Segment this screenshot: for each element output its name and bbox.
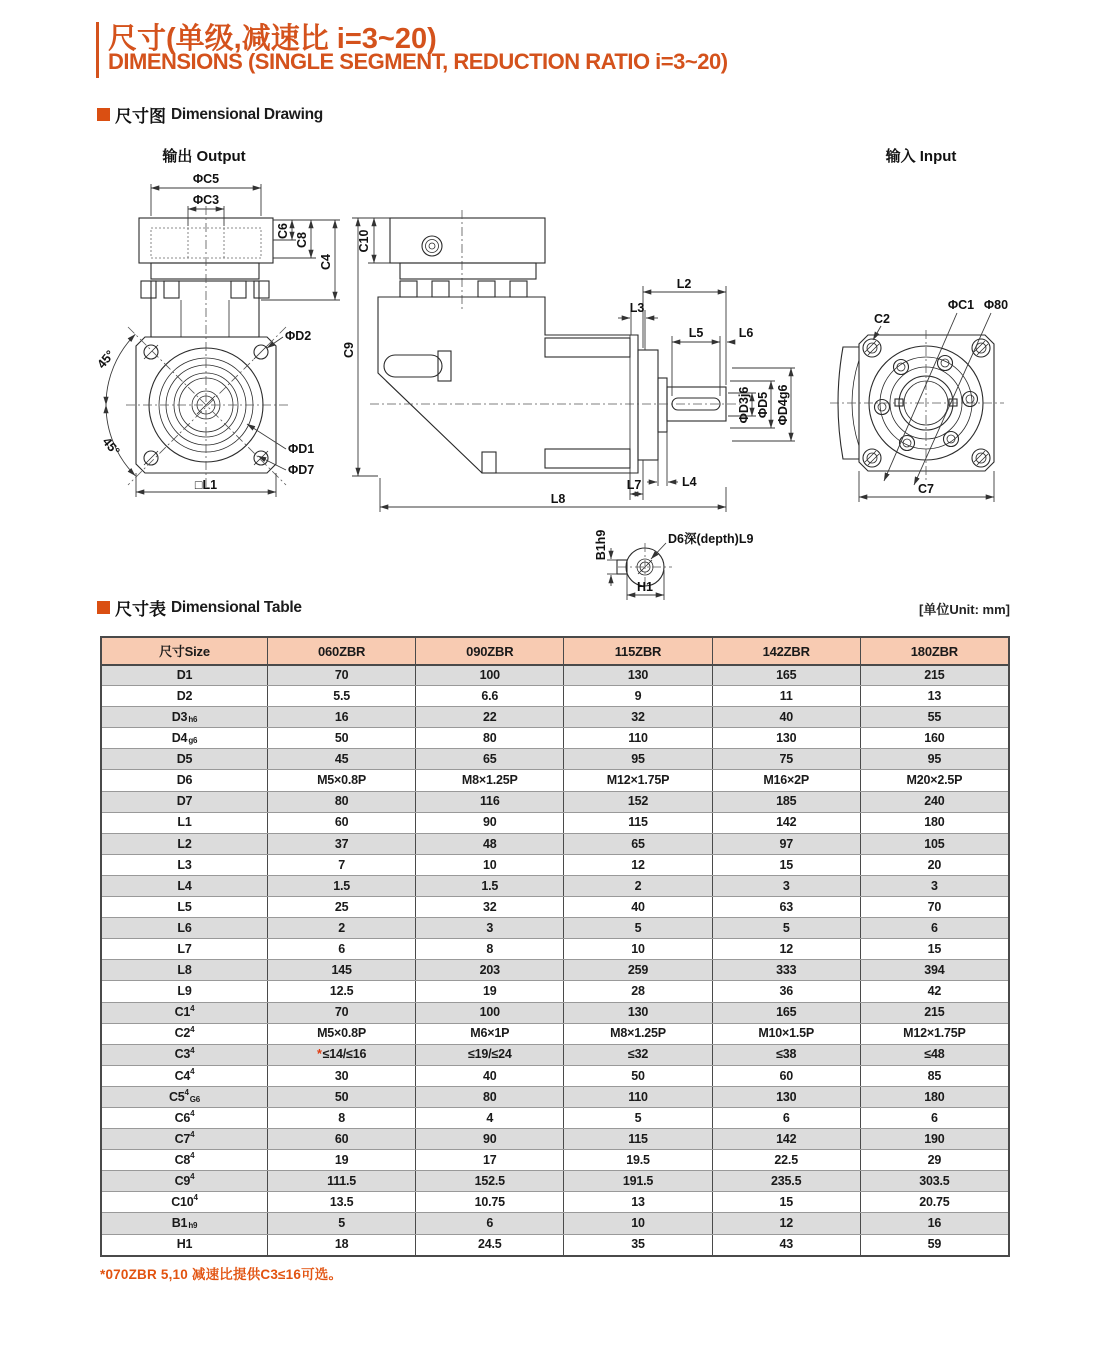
dim-phiD4: ΦD4g6 [776, 384, 790, 426]
dimension-value: M8×1.25P [415, 770, 563, 790]
table-row [102, 917, 1008, 938]
row-label: C6 $^4$ [174, 1109, 195, 1125]
row-label: C9 $^4$ [174, 1172, 195, 1189]
dimension-value: 190 [860, 1129, 1008, 1149]
dimension-value: 65 [415, 749, 563, 769]
dimension-value: 10 [563, 1213, 711, 1233]
dimension-value: 240 [860, 792, 1008, 812]
dim-c8: C8 [295, 232, 309, 248]
dimension-value: 2 [563, 876, 711, 896]
row-label: L2 [177, 836, 192, 851]
dim-c4: C4 [319, 254, 333, 270]
dim-l4: L4 [682, 475, 697, 489]
dimension-value: 5 [563, 918, 711, 938]
dimension-value: 15 [712, 855, 860, 875]
dimension-value: 9 [563, 686, 711, 706]
table-row [102, 1170, 1008, 1191]
row-label: C3 $^4$ [174, 1045, 195, 1062]
dimension-value: M12×1.75P [860, 1024, 1008, 1044]
table-row [102, 1002, 1008, 1023]
table-row [102, 812, 1008, 833]
page-subtitle: DIMENSIONS (SINGLE SEGMENT, REDUCTION RATIO i=3~20) [108, 49, 728, 74]
table-row [102, 748, 1008, 769]
dimension-value: 394 [860, 960, 1008, 980]
dimension-value: 215 [860, 666, 1008, 685]
dimension-value: 85 [860, 1066, 1008, 1086]
row-label: L3 [177, 857, 192, 872]
row-label: D4 $_{g6}$ [171, 731, 198, 746]
dimension-value: 90 [415, 1129, 563, 1149]
dimension-value: 59 [860, 1235, 1008, 1255]
dimension-value: 8 [267, 1108, 415, 1128]
dimension-value: 115 [563, 1129, 711, 1149]
dimension-value: 5 [712, 918, 860, 938]
page-title: 尺寸(单级,减速比 i=3~20) [108, 23, 437, 55]
dimension-value: 30 [267, 1066, 415, 1086]
dimension-value: M5×0.8P [267, 1024, 415, 1044]
dimension-value: 70 [267, 1003, 415, 1023]
dim-phiD1: ΦD1 [288, 442, 315, 456]
dimension-value: 145 [267, 960, 415, 980]
row-label: D3 $_{h6}$ [171, 709, 198, 725]
dimension-value: ≤48 [860, 1045, 1008, 1065]
table-row [102, 769, 1008, 790]
table-row [102, 1065, 1008, 1086]
dimension-value: 10.75 [415, 1192, 563, 1212]
dimension-value: 55 [860, 707, 1008, 727]
dimension-value: * ≤14/≤16 [267, 1045, 415, 1065]
dimension-value: 165 [712, 666, 860, 685]
dimension-value: 115 [563, 813, 711, 833]
dimension-value: 70 [860, 897, 1008, 917]
dimension-value: M16×2P [712, 770, 860, 790]
dimension-value: 80 [415, 1087, 563, 1107]
row-label: C2 $^4$ [174, 1024, 195, 1041]
row-label: L5 [177, 899, 192, 914]
table-row [102, 1191, 1008, 1212]
dim-phiD7: ΦD7 [288, 463, 315, 477]
row-label: L9 [177, 984, 192, 999]
dimension-value: ≤19/≤24 [415, 1045, 563, 1065]
table-section-title-en: Dimensional Table [171, 598, 302, 616]
dimension-value: 6 [415, 1213, 563, 1233]
dim-45deg-lower: 45° [99, 434, 123, 459]
dimension-value: 60 [267, 1129, 415, 1149]
dim-phi80: Φ80 [983, 298, 1009, 312]
dimension-value: 10 [415, 855, 563, 875]
dim-c2: C2 [874, 312, 890, 326]
dimension-value: 152.5 [415, 1171, 563, 1191]
dimension-value: 11 [712, 686, 860, 706]
dimension-value: 6 [267, 939, 415, 959]
dimension-value: 70 [267, 666, 415, 685]
dimension-value: 130 [563, 1003, 711, 1023]
dimension-value: 48 [415, 834, 563, 854]
table-row [102, 896, 1008, 917]
row-label: C10 $^4$ [171, 1193, 198, 1210]
table-header-row [102, 638, 1008, 664]
dimension-value: 15 [860, 939, 1008, 959]
input-view-label: 输入 Input [885, 148, 957, 165]
table-row [102, 791, 1008, 812]
column-header: 090ZBR [415, 638, 563, 664]
dimension-value: 3 [712, 876, 860, 896]
dimension-value: 12 [712, 1213, 860, 1233]
table-row [102, 1044, 1008, 1065]
dimension-value: 17 [415, 1150, 563, 1170]
dimension-value: M8×1.25P [563, 1024, 711, 1044]
dim-l5: L5 [688, 326, 704, 340]
table-row [102, 1212, 1008, 1233]
dim-l8: L8 [550, 492, 566, 506]
dimension-value: 333 [712, 960, 860, 980]
output-view-label: 输出 Output [162, 148, 246, 165]
dimension-value: 32 [563, 707, 711, 727]
table-row [102, 1023, 1008, 1044]
dimension-value: 80 [267, 792, 415, 812]
dimension-value: 36 [712, 981, 860, 1001]
dimension-value: 3 [415, 918, 563, 938]
dimension-value: M12×1.75P [563, 770, 711, 790]
dimension-value: M6×1P [415, 1024, 563, 1044]
row-label: H1 [176, 1237, 193, 1252]
dimension-value: 160 [860, 728, 1008, 748]
dimension-value: 1.5 [267, 876, 415, 896]
table-row [102, 664, 1008, 685]
row-label: D7 [176, 794, 193, 809]
dimension-value: 3 [860, 876, 1008, 896]
dim-phiD5: ΦD5 [756, 391, 770, 419]
dimension-value: 6.6 [415, 686, 563, 706]
dimension-value: 165 [712, 1003, 860, 1023]
dimension-value: 18 [267, 1235, 415, 1255]
dimension-value: 130 [712, 1087, 860, 1107]
dimension-value: 29 [860, 1150, 1008, 1170]
dim-phiC5: ΦC5 [192, 172, 220, 186]
dimension-value: 259 [563, 960, 711, 980]
dimension-value: 25 [267, 897, 415, 917]
dimension-value: 19.5 [563, 1150, 711, 1170]
dim-phiC3: ΦC3 [192, 193, 220, 207]
dimension-value: 100 [415, 1003, 563, 1023]
dim-45deg-upper: 45° [94, 347, 118, 372]
dimension-value: 50 [563, 1066, 711, 1086]
dim-b1: B1h9 [594, 529, 608, 561]
dimension-value: 50 [267, 728, 415, 748]
row-label: D6 [176, 773, 193, 788]
size-column-header: 尺寸Size [159, 643, 210, 659]
dim-phiD2: ΦD2 [285, 329, 312, 343]
dim-phiC1: ΦC1 [947, 298, 975, 312]
dim-c6: C6 [276, 223, 290, 239]
row-label: L1 [177, 815, 192, 830]
dimension-value: 5 [563, 1108, 711, 1128]
drawing-section-title-zh: 尺寸图 [115, 107, 166, 126]
dimension-value: M5×0.8P [267, 770, 415, 790]
dimension-value: 16 [860, 1213, 1008, 1233]
dimension-value: 6 [712, 1108, 860, 1128]
dimension-value: 142 [712, 1129, 860, 1149]
dimension-value: 45 [267, 749, 415, 769]
dimension-value: 191.5 [563, 1171, 711, 1191]
dimension-value: 63 [712, 897, 860, 917]
table-row [102, 1234, 1008, 1255]
dimension-value: 5 [267, 1213, 415, 1233]
dim-d6-depth: D6深(depth)L9 [668, 532, 754, 546]
dim-h1: H1 [637, 580, 653, 594]
dimension-value: 215 [860, 1003, 1008, 1023]
dimension-value: 24.5 [415, 1235, 563, 1255]
column-header: 180ZBR [860, 638, 1008, 664]
dimension-value: 12.5 [267, 981, 415, 1001]
dimension-value: 80 [415, 728, 563, 748]
dim-l3: L3 [629, 301, 645, 315]
dimension-table [100, 636, 1010, 1257]
dimension-value: 180 [860, 813, 1008, 833]
dimension-value: 6 [860, 918, 1008, 938]
table-row [102, 1107, 1008, 1128]
row-label: D5 [176, 752, 193, 767]
table-row [102, 1128, 1008, 1149]
dimension-value: 111.5 [267, 1171, 415, 1191]
dimension-value: 20 [860, 855, 1008, 875]
dimension-value: 2 [267, 918, 415, 938]
dimension-value: M10×1.5P [712, 1024, 860, 1044]
dimension-value: 12 [712, 939, 860, 959]
row-label: B1 $_{h9}$ [171, 1216, 198, 1231]
dimension-value: 10 [563, 939, 711, 959]
table-row [102, 854, 1008, 875]
row-label: C8 $^4$ [174, 1151, 195, 1167]
dimension-value: 32 [415, 897, 563, 917]
table-row [102, 706, 1008, 727]
dimension-value: 95 [563, 749, 711, 769]
dimension-value: 5.5 [267, 686, 415, 706]
dimension-value: 40 [415, 1066, 563, 1086]
dimension-value: 19 [267, 1150, 415, 1170]
table-row [102, 833, 1008, 854]
dimension-value: 15 [712, 1192, 860, 1212]
dimension-value: 180 [860, 1087, 1008, 1107]
dimension-value: 60 [267, 813, 415, 833]
dimension-value: 40 [563, 897, 711, 917]
dimension-value: 60 [712, 1066, 860, 1086]
table-row [102, 685, 1008, 706]
row-label: L6 [177, 920, 192, 935]
dimension-value: 235.5 [712, 1171, 860, 1191]
table-section-title-zh: 尺寸表 [115, 600, 166, 619]
dimension-value: 110 [563, 728, 711, 748]
dimension-value: 97 [712, 834, 860, 854]
row-label: D1 [176, 668, 193, 683]
dimension-value: 142 [712, 813, 860, 833]
dimension-value: 13.5 [267, 1192, 415, 1212]
dim-l6: L6 [738, 326, 754, 340]
section-marker-icon [97, 601, 110, 614]
column-header: 060ZBR [267, 638, 415, 664]
dimension-value: ≤38 [712, 1045, 860, 1065]
row-label: C1 $^4$ [174, 1003, 195, 1020]
drawing-section-title-en: Dimensional Drawing [171, 105, 323, 123]
dim-c10: C10 [357, 229, 371, 253]
dimension-value: M20×2.5P [860, 770, 1008, 790]
dim-L1: □L1 [194, 478, 218, 492]
table-row [102, 727, 1008, 748]
dimension-value: 303.5 [860, 1171, 1008, 1191]
row-label: C7 $^4$ [174, 1130, 195, 1146]
dimension-value: 16 [267, 707, 415, 727]
dim-phiD3: ΦD3j6 [737, 386, 751, 424]
dim-c7: C7 [918, 482, 934, 496]
row-label: D2 [176, 688, 193, 703]
dimension-value: 13 [860, 686, 1008, 706]
dimension-value: 185 [712, 792, 860, 812]
row-label: L8 [177, 963, 192, 978]
dimension-value: 22 [415, 707, 563, 727]
dimension-value: 42 [860, 981, 1008, 1001]
column-header: 142ZBR [712, 638, 860, 664]
dimension-value: 12 [563, 855, 711, 875]
row-label: C5 $^4$ $_{G6}$ [168, 1087, 201, 1104]
dimension-value: 28 [563, 981, 711, 1001]
unit-note: [单位Unit: mm] [919, 602, 1010, 617]
dimension-value: 20.75 [860, 1192, 1008, 1212]
dimension-value: 50 [267, 1087, 415, 1107]
dim-l2: L2 [676, 277, 692, 291]
dimension-value: ≤32 [563, 1045, 711, 1065]
row-label: L7 [177, 942, 192, 957]
dimension-value: 65 [563, 834, 711, 854]
table-row [102, 938, 1008, 959]
dimension-value: 37 [267, 834, 415, 854]
dimension-value: 152 [563, 792, 711, 812]
dimension-value: 43 [712, 1235, 860, 1255]
dimension-value: 110 [563, 1087, 711, 1107]
table-row [102, 980, 1008, 1001]
dimension-value: 130 [712, 728, 860, 748]
table-row [102, 959, 1008, 980]
dimension-value: 100 [415, 666, 563, 685]
dimension-value: 95 [860, 749, 1008, 769]
dimension-value: 6 [860, 1108, 1008, 1128]
dimensional-drawing [0, 0, 1120, 630]
table-section-header [97, 595, 302, 620]
dimension-value: 35 [563, 1235, 711, 1255]
dimension-value: 22.5 [712, 1150, 860, 1170]
dimension-value: 13 [563, 1192, 711, 1212]
table-row [102, 1086, 1008, 1107]
dimension-value: 4 [415, 1108, 563, 1128]
dimension-value: 105 [860, 834, 1008, 854]
row-label: C4 $^4$ [174, 1066, 195, 1083]
row-label: L4 [177, 878, 192, 893]
dimension-value: 40 [712, 707, 860, 727]
dimension-value: 8 [415, 939, 563, 959]
dimension-value: 90 [415, 813, 563, 833]
dimension-value: 7 [267, 855, 415, 875]
dim-l7: L7 [626, 478, 642, 492]
column-header: 115ZBR [563, 638, 711, 664]
dimension-value: 75 [712, 749, 860, 769]
dimension-value: 116 [415, 792, 563, 812]
dimension-value: 130 [563, 666, 711, 685]
dimension-value: 203 [415, 960, 563, 980]
dimension-value: 19 [415, 981, 563, 1001]
footnote: *070ZBR 5,10 减速比提供C3≤16可选。 [100, 1267, 343, 1282]
dimension-value: 1.5 [415, 876, 563, 896]
table-row [102, 1149, 1008, 1170]
dim-c9: C9 [342, 342, 356, 358]
table-row [102, 875, 1008, 896]
